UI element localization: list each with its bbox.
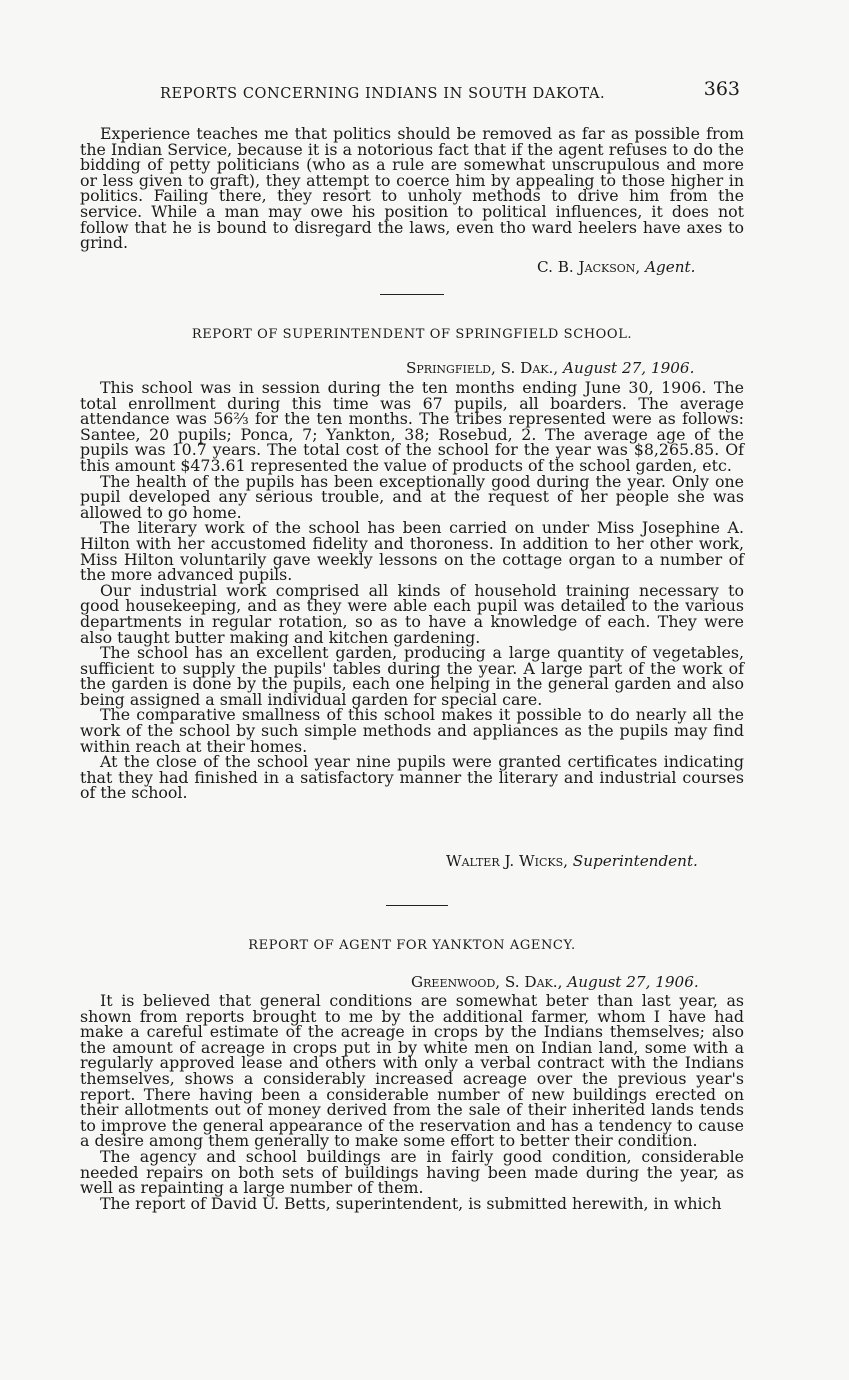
dateline-place: Greenwood, S. Dak.,: [411, 973, 563, 991]
dateline-date: August 27, 1906.: [567, 973, 699, 991]
paragraph: Our industrial work comprised all kinds of household training necessary to good housekeeping, and as they were able each pupil was detailed to the various departments in regular rotation, so as to have a knowledge of each. They were also taught butter making and kitchen gardening.: [80, 580, 744, 647]
dateline-springfield: [406, 359, 694, 377]
dateline-yankton: [411, 973, 699, 991]
dateline-date: August 27, 1906.: [562, 359, 695, 377]
page-number: 363: [703, 78, 740, 100]
paragraph: Experience teaches me that politics should be removed as far as possible from the Indian Service, because it is a notorious fact that if the agent refuses to do the bidding of petty politicians (who as a rule are somewhat unscrupulous and more or less given to graft), they attempt to coerce him by appealing to those higher in politics. Failing there, they resort to unholy methods to drive him from the service. While a man may owe his position to political influences, it does not follow that he is bound to disregard the laws, even tho ward heelers have axes to grind.: [80, 124, 744, 253]
section-divider: [386, 905, 448, 906]
paragraph: The agency and school buildings are in fairly good condition, considerable needed repairs on both sets of buildings having been made during the year, as well as repainting a large number of them.: [80, 1146, 744, 1198]
running-title: REPORTS CONCERNING INDIANS IN SOUTH DAKOTA.: [160, 86, 606, 102]
paragraph: This school was in session during the ten months ending June 30, 1906. The total enrollment during this time was 67 pupils, all boarders. The average attendance was 56⅔ for the ten months. The tribes represented were as follows: Santee, 20 pupils; Ponca, 7; Yankton, 38; Rosebud, 2. The average age of the pupils was 10.7 years. The total cost of the school for the year was $8,265.85. Of this amount $473.61 represented the value of products of the school garden, etc.: [80, 378, 744, 475]
paragraph: It is believed that general conditions are somewhat beter than last year, as shown from reports brought to me by the additional farmer, whom I have had make a careful estimate of the acreage in crops by the Indians themselves; also the amount of acreage in crops put in by white men on Indian land, some with a regularly approved lease and others with only a verbal contract with the Indians themselves, shows a considerably increased acreage over the previous year's report. There having been a considerable number of new buildings erected on their allotments out of money derived from the sale of their inherited lands tends to improve the general appearance of the reservation and has a tendency to cause a desire among them generally to make some effort to better their condition.: [80, 991, 744, 1151]
paragraph: The report of David U. Betts, superintendent, is submitted herewith, in which: [100, 1193, 722, 1213]
yankton-body: [80, 993, 744, 1211]
paragraph: The comparative smallness of this school makes it possible to do nearly all the work of the school by such simple methods and appliances as the pupils may find within reach at their homes.: [80, 705, 744, 756]
signature-title: Agent.: [645, 258, 696, 276]
dateline-place: Springfield, S. Dak.,: [406, 359, 559, 377]
signature-jackson: [537, 258, 695, 276]
section-heading-springfield: REPORT OF SUPERINTENDENT OF SPRINGFIELD SCHOOL.: [191, 327, 633, 342]
signature-name: C. B. Jackson,: [537, 258, 641, 276]
springfield-body: [80, 380, 744, 801]
section-divider: [380, 294, 444, 295]
paragraph: The school has an excellent garden, producing a large quantity of vegetables, sufficient to supply the pupils' tables during the year. A large part of the work of the garden is done by the pupils, each one helping in the general garden and also being assigned a small individual garden for special care.: [80, 643, 744, 709]
paragraph: The health of the pupils has been exceptionally good during the year. Only one pupil developed any serious trouble, and at the request of her people she was allowed to go home.: [80, 471, 744, 522]
paragraph: At the close of the school year nine pupils were granted certificates indicating that they had finished in a satisfactory manner the literary and industrial courses of the school.: [80, 752, 744, 803]
signature-wicks: [446, 852, 698, 870]
paragraph: The literary work of the school has been carried on under Miss Josephine A. Hilton with her accustomed fidelity and thoroness. In addition to her other work, Miss Hilton voluntarily gave weekly lessons on the cottage organ to a number of the more advanced pupils.: [80, 518, 744, 585]
closing-paragraph: [80, 126, 744, 251]
signature-name: Walter J. Wicks,: [446, 852, 568, 870]
signature-title: Superintendent.: [572, 852, 698, 870]
running-head: [80, 78, 744, 108]
section-heading-yankton: REPORT OF AGENT FOR YANKTON AGENCY.: [248, 938, 576, 953]
